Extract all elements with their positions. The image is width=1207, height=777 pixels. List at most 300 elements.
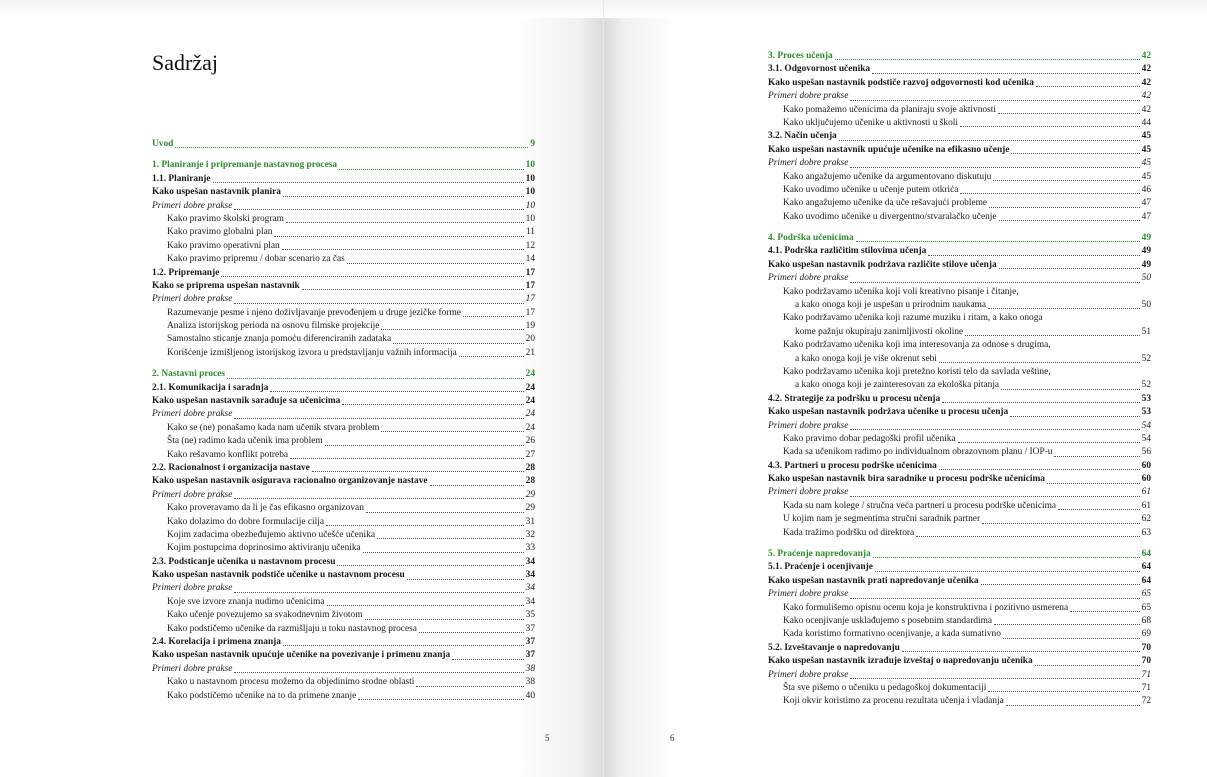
toc-examples-label[interactable] [152,293,535,306]
toc-subsection[interactable] [152,173,535,186]
toc-entry-title: Kojim zadacima obezbeđujemo aktivno učešće učenika [167,529,375,540]
toc-entry-title: Analiza istorijskog perioda na osnovu filmske projekcije [167,321,380,332]
dot-leader [430,485,524,486]
dot-leader [342,404,523,405]
toc-entry-title: 5.1. Praćenje i ocenjivanje [768,562,873,573]
toc-examples-label[interactable] [152,583,535,596]
dot-leader [312,471,524,472]
dot-leader [175,147,528,148]
dot-leader [902,651,1140,652]
toc-item[interactable] [152,623,535,636]
toc-page-number: 49 [1141,246,1151,257]
toc-item[interactable] [152,529,535,542]
toc-entry-title: Koji okvir koristimo za procenu rezultata učenja i vladanja [783,696,1004,707]
toc-page-number: 51 [1141,326,1151,337]
toc-topic[interactable] [152,649,535,662]
toc-item[interactable] [152,690,535,703]
toc-entry-title: 2.2. Racionalnost i organizacija nastave [152,462,310,473]
toc-page-number: 52 [1141,380,1151,391]
toc-item[interactable] [152,320,535,333]
toc-examples-label[interactable] [152,408,535,421]
dot-leader [1058,509,1140,510]
toc-entry-title: Primeri dobre prakse [152,663,233,674]
toc-entry-title: Kako angažujemo učenike da uče rešavajući probleme [783,198,988,209]
toc-page-number: 28 [525,462,535,473]
toc-subsection[interactable] [152,556,535,569]
toc-entry-title: Kako se (ne) ponašamo kada nam učenik stvara problem [167,422,380,433]
toc-item[interactable] [152,516,535,529]
toc-item[interactable] [152,240,535,253]
dot-leader [234,303,523,304]
toc-page-number: 20 [525,334,535,345]
dot-leader [286,222,524,223]
toc-entry-title: Kako uspešan nastavnik podstiče razvoj odgovornosti kod učenika [768,77,1034,88]
toc-entry-title: Kako dolazimo do dobre formulacije cilja [167,516,324,527]
toc-entry-title: Primeri dobre prakse [152,409,233,420]
dot-leader [850,496,1139,497]
toc-spacer [768,224,1151,232]
dot-leader [339,169,524,170]
toc-entry-title: 4. Podrška učenicima [768,233,854,244]
dot-leader [999,220,1140,221]
toc-item[interactable] [152,347,535,360]
toc-page-number: 49 [1141,259,1151,270]
toc-page-number: 28 [525,476,535,487]
toc-topic[interactable] [768,77,1151,90]
dot-leader [958,442,1140,443]
dot-leader [419,632,524,633]
dot-leader [939,362,1140,363]
toc-topic[interactable] [152,186,535,199]
toc-item[interactable] [768,682,1151,695]
toc-item[interactable] [768,366,1151,379]
toc-entry-title: Kako se priprema uspešan nastavnik [152,280,300,291]
toc-section-heading[interactable] [768,548,1151,561]
toc-entry-title: Primeri dobre prakse [152,583,233,594]
toc-entry-title: Kada tražimo podršku od direktora [783,527,915,538]
toc-item[interactable] [152,307,535,320]
toc-subsection[interactable] [768,393,1151,406]
toc-page-number: 42 [1141,77,1151,88]
toc-item[interactable] [768,312,1151,325]
toc-entry-title: Primeri dobre prakse [768,487,849,498]
toc-item-continued[interactable] [768,353,1151,366]
toc-entry-title: a kako onoga koji je uspešan u prirodnim naukama [795,300,987,311]
toc-entry-title: Kako uključujemo učenike u aktivnosti u školi [783,117,958,128]
toc-topic[interactable] [768,473,1151,486]
toc-page-number: 71 [1141,682,1151,693]
toc-item[interactable] [768,211,1151,224]
toc-topic[interactable] [768,144,1151,157]
dot-leader [347,263,524,264]
toc-page-number: 10 [525,173,535,184]
toc-entry-title: Kako rešavamo konflikt potreba [167,449,289,460]
toc-subsection[interactable] [768,561,1151,574]
toc-section-heading[interactable] [768,232,1151,245]
toc-page-number: 71 [1141,669,1151,680]
toc-page-number: 17 [525,294,535,305]
toc-section-heading[interactable] [152,159,535,172]
toc-entry-title: Primeri dobre prakse [768,669,849,680]
dot-leader [960,193,1139,194]
toc-page-number: 53 [1141,393,1151,404]
toc-item[interactable] [152,253,535,266]
toc-entry-title: Kako uspešan nastavnik sarađuje sa učenicima [152,396,341,407]
toc-page-number: 56 [1141,447,1151,458]
dot-leader [850,282,1139,283]
toc-entry-title: Primeri dobre prakse [768,420,849,431]
toc-topic[interactable] [768,655,1151,668]
dot-leader [988,691,1139,692]
dot-leader [213,182,524,183]
toc-item-continued[interactable] [768,379,1151,392]
toc-item[interactable] [768,602,1151,615]
toc-subsection[interactable] [152,382,535,395]
dot-leader [994,624,1140,625]
toc-entry-title: U kojim nam je segmentima stručni saradnik partner [783,514,981,525]
toc-item[interactable] [768,433,1151,446]
dot-leader [916,536,1139,537]
toc-entry-title: Kako pravimo pripremu / dobar scenario za čas [167,254,345,265]
dot-leader [873,557,1140,558]
toc-entry-title: Uvod [152,138,174,149]
toc-entry-title: Kada sa učenikom radimo po individualnom obrazovnom planu / IOP-u [783,447,1053,458]
toc-examples-label[interactable] [768,272,1151,285]
toc-subsection[interactable] [768,460,1151,473]
dot-leader [839,140,1140,141]
toc-page-number: 37 [525,650,535,661]
toc-item-continued[interactable] [768,299,1151,312]
toc-entry-title: Kada su nam kolege / stručna veća partneri u procesu podrške učenicima [783,500,1057,511]
toc-entry-title: Kako podstičemo učenike da razmišljaju u toku nastavnog procesa [167,623,417,634]
toc-page-number: 42 [1141,91,1151,102]
toc-examples-label[interactable] [768,669,1151,682]
toc-topic[interactable] [152,569,535,582]
toc-item[interactable] [152,676,535,689]
toc-item[interactable] [768,171,1151,184]
toc-page-number: 65 [1141,602,1151,613]
toc-entry-title: 1.1. Planiranje [152,173,211,184]
toc-page-number: 49 [1141,233,1151,244]
toc-entry-title: Kako uspešan nastavnik planira [152,187,281,198]
dot-leader [939,469,1140,470]
dot-leader [999,268,1140,269]
toc-entry-title: 2.4. Korelacija i primena znanja [152,637,281,648]
toc-page-number: 68 [1141,616,1151,626]
toc-section-heading[interactable] [768,50,1151,63]
dot-leader [463,316,524,317]
toc-item[interactable] [768,446,1151,459]
toc-item[interactable] [768,527,1151,540]
toc-page-number: 14 [525,254,535,265]
toc-spacer [152,360,535,368]
toc-entry-title: Primeri dobre prakse [768,273,849,284]
toc-entry-title: Primeri dobre prakse [768,158,849,169]
toc-page-number: 72 [1141,696,1151,707]
toc-item[interactable] [768,104,1151,117]
toc-page-number: 45 [1141,158,1151,169]
toc-item-continued[interactable] [768,326,1151,339]
toc-section-heading[interactable] [152,138,535,151]
toc-entry-title: Primeri dobre prakse [152,294,233,305]
toc-subsection[interactable] [768,245,1151,258]
toc-page-number: 10 [525,160,535,171]
toc-entry-title: Kako u nastavnom procesu možemo da objedinimo srodne oblasti [167,677,415,688]
toc-entry-title: 2. Nastavni proces [152,369,226,380]
toc-page-number: 46 [1141,184,1151,195]
dot-leader [1006,705,1140,706]
toc-examples-label[interactable] [768,90,1151,103]
dot-leader [928,255,1139,256]
dot-leader [850,678,1139,679]
toc-page-number: 45 [1141,144,1151,155]
toc-entry-title: 3.2. Način učenja [768,131,837,142]
toc-item[interactable] [152,422,535,435]
toc-subsection[interactable] [152,636,535,649]
toc-entry-title: Kako uspešan nastavnik osigurava racionalno organizovanje nastave [152,476,428,487]
toc-item[interactable] [152,226,535,239]
toc-page-number: 54 [1141,420,1151,431]
toc-topic[interactable] [152,475,535,488]
toc-page-number: 32 [525,529,535,540]
dot-leader [856,241,1140,242]
toc-subsection[interactable] [768,642,1151,655]
toc-page-number: 24 [525,369,535,380]
dot-leader [1035,665,1140,666]
toc-page-number: 29 [525,503,535,514]
toc-item[interactable] [768,184,1151,197]
toc-item[interactable] [768,513,1151,526]
dot-leader [459,356,524,357]
toc-entry-title: Primeri dobre prakse [768,589,849,600]
toc-topic[interactable] [768,575,1151,588]
toc-entry-title: Kako pravimo operativni plan [167,240,280,251]
toc-item[interactable] [768,500,1151,513]
toc-spacer [768,540,1151,548]
toc-page-number: 17 [525,307,535,318]
dot-leader [393,343,523,344]
dot-leader [337,565,523,566]
toc-page-number: 42 [1141,50,1151,61]
toc-entry-title: Kako uvodimo učenike u učenje putem otkrića [783,184,959,195]
toc-page-number: 60 [1141,460,1151,471]
dot-leader [363,552,524,553]
toc-entry-title: Kako podržavamo učenika koji voli kreativno pisanje i čitanje, [783,286,1019,297]
toc-spacer [152,151,535,159]
toc-entry-title: 2.3. Podsticanje učenika u nastavnom procesu [152,556,336,567]
toc-examples-label[interactable] [768,420,1151,433]
toc-page-number: 42 [1141,104,1151,115]
toc-page-number: 26 [525,436,535,447]
page-title: Sadržaj [152,50,218,75]
toc-entry-title: Primeri dobre prakse [768,91,849,102]
toc-section-heading[interactable] [152,368,535,381]
toc-subsection[interactable] [152,267,535,280]
dot-leader [302,289,524,290]
toc-entry-title: Korišćenje izmišljenog istorijskog izvora u predstavljanju važnih informacija [167,347,457,358]
toc-entry-title: kome pažnju okupiraju zanimljivosti okoline [795,326,964,337]
toc-entry-title: 1. Planiranje i pripremanje nastavnog procesa [152,160,338,171]
toc-entry-title: Kako uspešan nastavnik upućuje učenike na efikasno učenje [768,144,1010,155]
toc-item[interactable] [152,609,535,622]
dot-leader [998,113,1140,114]
toc-entry-title: Kako uspešan nastavnik podstiče učenike u nastavnom procesu [152,570,405,581]
toc-entry-title: Kako formulišemo opisnu ocenu koja je konstruktivna i pozitivno usmerena [783,602,1069,613]
toc-item[interactable] [152,333,535,346]
dot-leader [835,59,1140,60]
toc-item[interactable] [768,615,1151,628]
toc-entry-title: Kako uspešan nastavnik bira saradnike u procesu podrške učenicima [768,474,1045,485]
dot-leader [875,571,1140,572]
toc-page-number: 38 [525,663,535,674]
dot-leader [270,391,523,392]
toc-page-number: 64 [1141,562,1151,573]
toc-item[interactable] [768,286,1151,299]
toc-entry-title: 2.1. Komunikacija i saradnja [152,382,269,393]
toc-entry-title: Kako podržavamo učenika koji razume muziku i ritam, a kako onoga [783,313,1043,324]
dot-leader [965,335,1139,336]
dot-leader [850,429,1139,430]
toc-item[interactable] [768,339,1151,352]
toc-page-number: 24 [525,409,535,420]
toc-item[interactable] [152,596,535,609]
toc-page-number: 10 [525,200,535,211]
toc-subsection[interactable] [768,130,1151,143]
toc-page-number: 21 [525,347,535,358]
toc-item[interactable] [152,435,535,448]
toc-page-number: 54 [1141,433,1151,444]
toc-examples-label[interactable] [768,487,1151,500]
toc-item[interactable] [768,197,1151,210]
dot-leader [1070,611,1140,612]
page-number-right: 6 [670,733,675,743]
dot-leader [234,209,523,210]
toc-page-number: 44 [1141,117,1151,128]
toc-page-number: 19 [525,321,535,332]
toc-page-number: 61 [1141,487,1151,498]
toc-topic[interactable] [152,280,535,293]
toc-page-number: 70 [1141,656,1151,667]
toc-item[interactable] [152,449,535,462]
toc-subsection[interactable] [152,462,535,475]
toc-topic[interactable] [768,406,1151,419]
dot-leader [325,445,524,446]
dot-leader [381,431,523,432]
dot-leader [407,579,524,580]
toc-entry-title: Kako pravimo školski program [167,213,284,224]
dot-leader [358,699,523,700]
toc-examples-label[interactable] [152,489,535,502]
toc-item[interactable] [152,542,535,555]
toc-entry-title: 4.2. Strategije za podršku u procesu učenja [768,393,941,404]
toc-entry-title: 4.1. Podrška različitim stilovima učenja [768,246,927,257]
toc-entry-title: Kako angažujemo učenike da argumentovano diskutuju [783,171,992,182]
toc-entry-title: Kako podržavamo učenika koji pretežno koristi telo da savlada veštine, [783,366,1051,377]
toc-item[interactable] [768,117,1151,130]
toc-entry-title: Kako pomažemo učenicima da planiraju svoje aktivnosti [783,104,996,115]
dot-leader [982,523,1140,524]
toc-entry-title: Kako učenje povezujemo sa svakodnevnim životom [167,610,363,621]
dot-leader [416,686,523,687]
toc-item[interactable] [768,695,1151,708]
dot-leader [234,672,523,673]
toc-page-number: 50 [1141,300,1151,311]
toc-page-number: 24 [525,396,535,407]
dot-leader [960,126,1140,127]
dot-leader [283,196,524,197]
toc-page-number: 11 [525,227,535,238]
toc-entry-title: Šta (ne) radimo kada učenik ima problem [167,436,323,447]
dot-leader [1011,153,1139,154]
toc-page-number: 33 [525,543,535,554]
toc-subsection[interactable] [768,63,1151,76]
toc-examples-label[interactable] [152,200,535,213]
dot-leader [850,100,1139,101]
toc-page-number: 37 [525,623,535,634]
toc-page-number: 64 [1141,549,1151,560]
toc-examples-label[interactable] [768,157,1151,170]
toc-page-number: 40 [525,690,535,701]
toc-item[interactable] [152,502,535,515]
toc-entry-title: Primeri dobre prakse [152,200,233,211]
toc-entry-title: Kako uspešan nastavnik podržava različite stilove učenja [768,259,997,270]
toc-item[interactable] [152,213,535,226]
toc-entry-title: Samostalno sticanje znanja pomoću diferenciranih zadataka [167,334,392,345]
toc-page-number: 34 [525,583,535,594]
dot-leader [227,378,524,379]
dot-leader [1010,416,1139,417]
toc-entry-title: Primeri dobre prakse [152,489,233,500]
toc-entry-title: Kako uspešan nastavnik upućuje učenike na povezivanje i primenu znanja [152,650,451,661]
toc-page-number: 53 [1141,407,1151,418]
dot-leader [326,525,524,526]
dot-leader [988,308,1140,309]
dot-leader [993,180,1139,181]
toc-page-number: 50 [1141,273,1151,284]
toc-examples-label[interactable] [152,663,535,676]
toc-item[interactable] [768,628,1151,641]
toc-page-number: 45 [1141,171,1151,182]
toc-page-number: 10 [525,187,535,198]
dot-leader [942,402,1139,403]
page-number-left: 5 [545,733,550,743]
dot-leader [290,458,524,459]
toc-entry-title: Kako uspešan nastavnik podržava učenike u procesu učenja [768,407,1009,418]
toc-page-number: 24 [525,422,535,433]
dot-leader [1047,483,1140,484]
dot-leader [366,512,524,513]
toc-entry-title: Šta sve pišemo o učeniku u pedagoškoj dokumentaciji [783,682,987,693]
dot-leader [327,605,524,606]
dot-leader [234,418,523,419]
toc-examples-label[interactable] [768,588,1151,601]
toc-page-number: 45 [1141,131,1151,142]
toc-page-number: 34 [525,570,535,581]
toc-page-number: 52 [1141,353,1151,364]
toc-page-number: 63 [1141,527,1151,538]
toc-page-number: 38 [525,677,535,688]
dot-leader [274,236,524,237]
toc-page-number: 35 [525,610,535,621]
toc-page-number: 34 [525,596,535,607]
toc-topic[interactable] [152,395,535,408]
toc-topic[interactable] [768,259,1151,272]
toc-entry-title: Kojim postupcima doprinosimo aktiviranju učenika [167,543,361,554]
dot-leader [234,592,523,593]
toc-page-number: 31 [525,516,535,527]
dot-leader [1036,86,1140,87]
toc-entry-title: Kada koristimo formativno ocenjivanje, a kada sumativno [783,629,1001,640]
